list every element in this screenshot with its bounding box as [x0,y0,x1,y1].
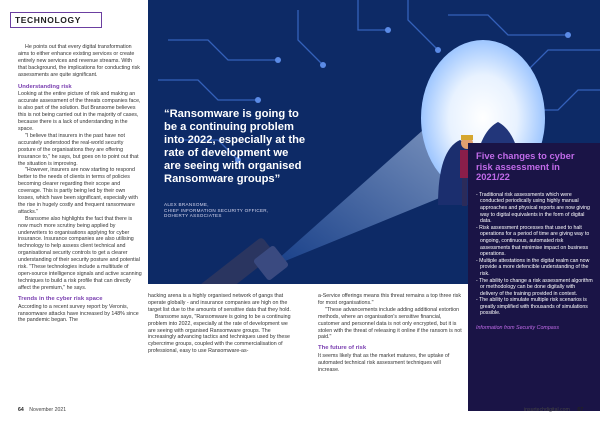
body-paragraph: a-Service offerings means this threat remains a top three risk for most organisations." [318,293,461,306]
sidebar-title: Five changes to cyber risk assessment in 2021/22 [476,150,575,183]
attribution-company: DOHERTY ASSOCIATES [164,213,222,219]
article-column-1 [18,44,142,324]
body-paragraph: It seems likely that as the market matures, the uptake of automated technical risk assessment techniques will increase. [318,353,450,374]
article-column-3 [318,293,463,374]
page-number-right: 67 [577,407,584,413]
section-tag-label: TECHNOLOGY [15,15,81,25]
footer-right [524,407,587,413]
sidebar-box [468,143,600,411]
quote-attribution [164,202,304,219]
attribution-name: ALEX BRANSOME, [164,202,209,207]
pull-quote: “Ransomware is going to be a continuing problem into 2022, especially at the rate of development we are seeing with organised Ransomware groups” [164,108,306,185]
page-number-left: 64 [18,407,24,413]
sidebar-list [476,192,593,317]
body-paragraph: Looking at the entire picture of risk and making an accurate assessment of the threats companies face, is also part of the solution. But Bransome believes this is not being carried out in the majority of cases, because there is a lack of understanding in the space. [18,91,141,132]
body-paragraph: Bransome says, "Ransomware is going to be a continuing problem into 2022, especially at the rate of development we are seeing with organised Ransomware groups. The increasingly advancing tactics and techniques used by these cybercrime groups, coupled with the commercialisation of professional, easy to use Ransomware-as- [148,313,291,355]
heading-understanding-risk: Understanding risk [18,83,72,90]
intro-paragraph: He points out that every digital transformation aims to either enhance existing services or create entirely new services and revenue streams. With that background, the implications for conducting risk assessments are quite significant. [18,44,140,78]
body-paragraph: "I believe that insurers in the past have not accurately understood the real-world security posture of the organisations they are offering insurance to," he says, but goes on to point out that the situation is improving. [18,132,139,167]
sidebar-list-item: - Risk assessment processes that used to halt operations for a period of time are giving way to ongoing, continuous, automated risk assessments that minimise impact on business operations. [476,224,590,258]
body-paragraph: Bransome also highlights the fact that there is now much more scrutiny being applied by underwriters to organisations applying for cyber insurance. Insurance companies are also utilising technology to help assess client technical and organisational security controls to get a clearer understanding of their security posture and potential risk. "These technologies include a multitude of open-source intelligence signals and active scanning techniques to build a risk profile that can directly affect the premium," he says. [18,215,142,291]
body-paragraph: According to a recent survey report by Veronis, ransomware attacks have increased by 148% since the pandemic began. The [18,303,139,324]
article-column-2 [148,293,293,355]
footer-left [18,407,66,413]
heading-trends: Trends in the cyber risk space [18,295,103,302]
section-tag [10,12,102,28]
body-paragraph: "These advancements include adding additional extortion methods, where an organisation's sensitive financial, customer and personnel data is not only encrypted, but it is stolen with the threat of releasing it online if the ransom is not paid." [318,306,462,341]
site-url[interactable]: insurtechdigital.com [524,407,570,413]
sidebar-list-item: - The ability to simulate multiple risk scenarios is greatly simplified with thousands of simulations possible. [476,297,588,317]
sidebar-list-item: - The ability to change a risk assessment algorithm or methodology can be done digitally with delivery of the training provided in context. [476,277,593,297]
sidebar-list-item: - Traditional risk assessments which were conducted periodically using highly manual approaches and physical reports are now giving way to digital equivalents in the form of digital data. [476,191,590,225]
body-paragraph: "However, insurers are now starting to respond better to the needs of clients in terms of policies becoming clearer regarding their scope and coverage. This is partly being led by their own losses, which have been significant, especially with the rise in hugely costly and frequent ransomware attacks." [18,167,138,215]
body-paragraph: hacking arena is a highly organised network of gangs that operate globally - and insurance companies are high on the target list due to the amounts of sensitive data that they hold. [148,293,291,313]
sidebar-list-item: - Multiple attestations in the digital realm can now provide a more defencible understanding of the risk. [476,257,590,277]
issue-date: November 2021 [29,407,67,413]
attribution-role: CHIEF INFORMATION SECURITY OFFICER, [164,207,269,213]
heading-future-of-risk: The future of risk [318,345,367,352]
sidebar-source: Information from Security Compass [476,325,560,332]
